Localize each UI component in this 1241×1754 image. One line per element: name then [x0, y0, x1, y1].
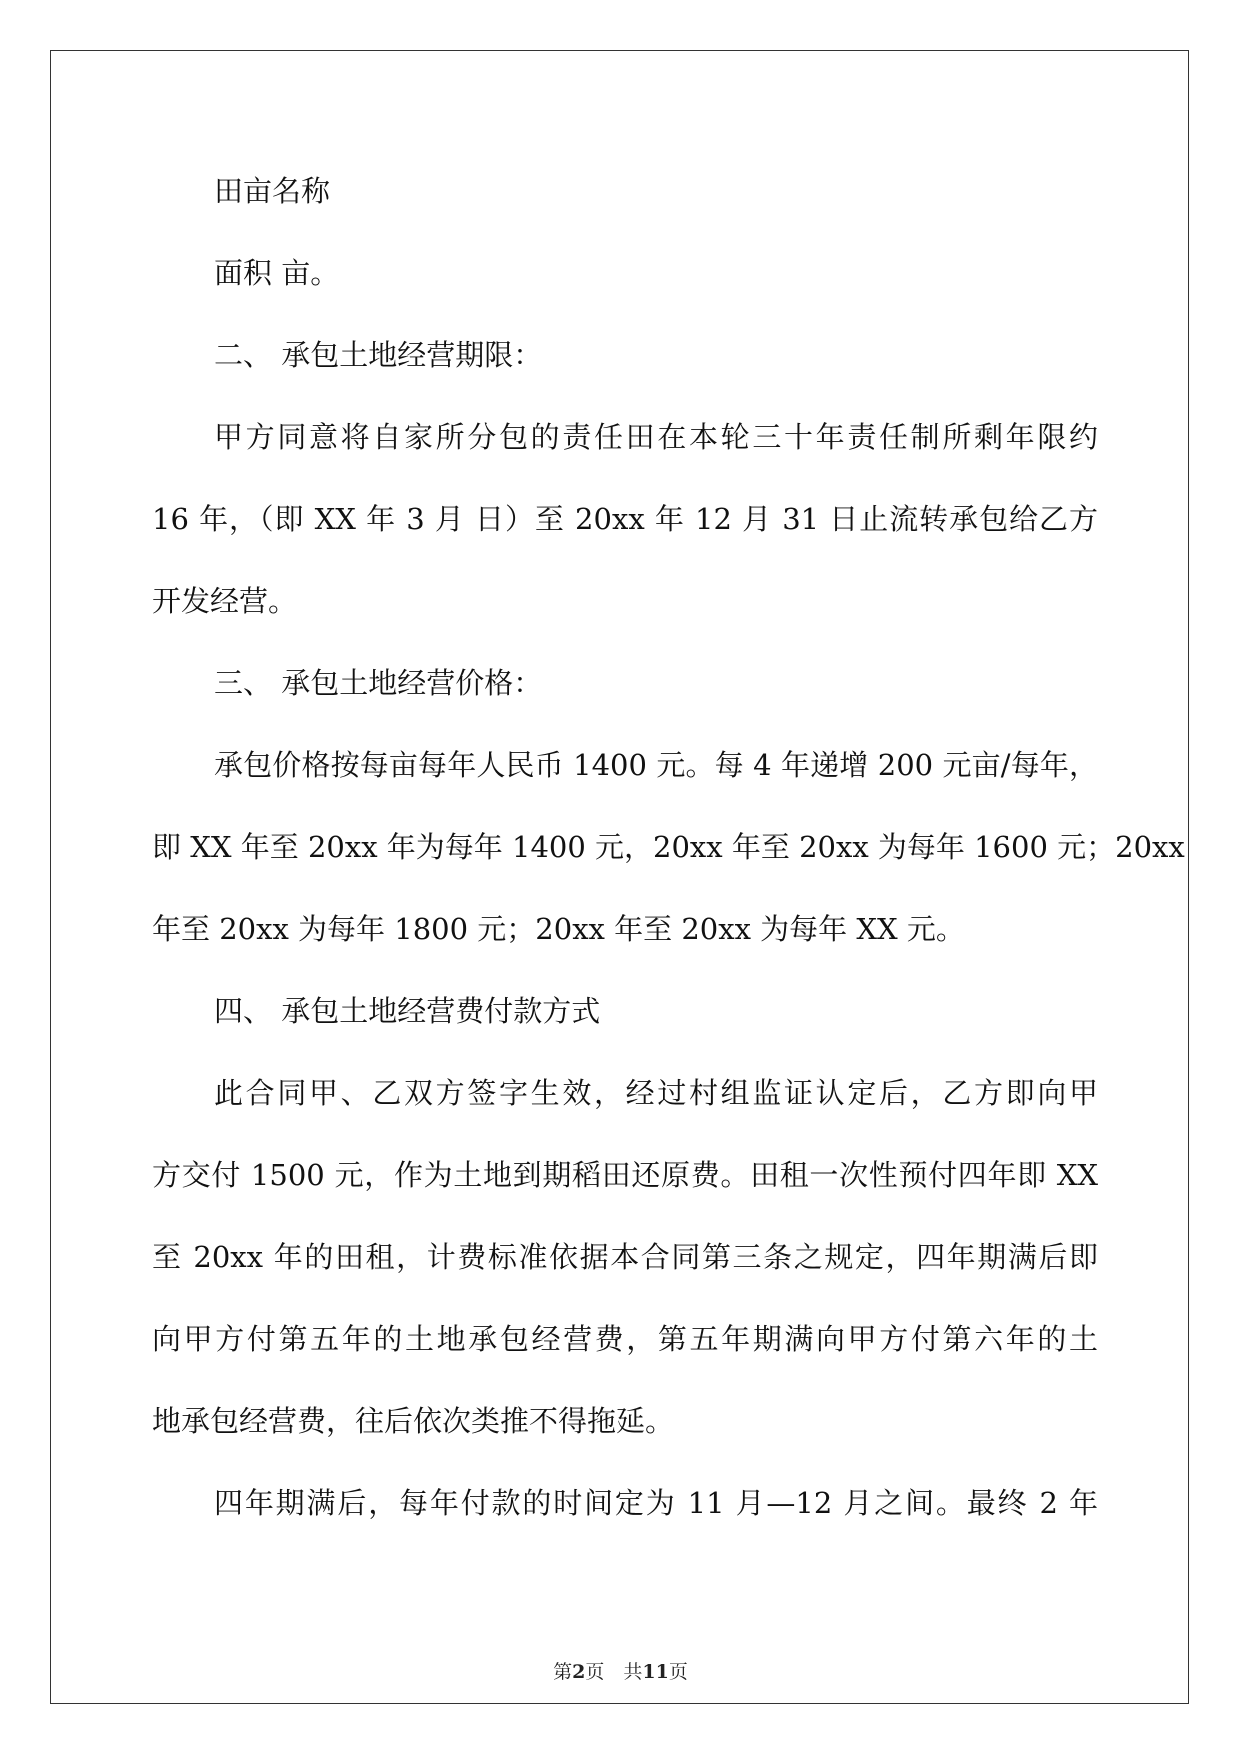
footer-middle: 页 共: [585, 1661, 643, 1683]
paragraph-line: 开发经营。: [152, 584, 298, 618]
section-3-heading: 三、 承包土地经营价格：: [214, 666, 543, 700]
paragraph-line: 此合同甲、乙双方签字生效，经过村组监证认定后，乙方即向甲: [214, 1076, 1098, 1110]
paragraph-line: 即 XX 年至 20xx 年为每年 1400 元，20xx 年至 20xx 为每年 1600 元；20xx: [152, 830, 1185, 864]
area-line: 面积 亩。: [214, 256, 340, 290]
document-body: [152, 150, 1185, 1544]
paragraph-line: 向甲方付第五年的土地承包经营费，第五年期满向甲方付第六年的土: [152, 1322, 1098, 1356]
paragraph-line: 16 年，（即 XX 年 3 月 日）至 20xx 年 12 月 31 日止流转承包给乙方: [152, 502, 1098, 536]
footer-suffix: 页: [668, 1661, 688, 1683]
paragraph-line: 甲方同意将自家所分包的责任田在本轮三十年责任制所剩年限约: [214, 420, 1098, 454]
paragraph-line: 地承包经营费，往后依次类推不得拖延。: [152, 1404, 675, 1438]
section-2-heading: 二、 承包土地经营期限：: [214, 338, 543, 372]
page-footer: [0, 1660, 1241, 1684]
paragraph-line: 承包价格按每亩每年人民币 1400 元。每 4 年递增 200 元亩/每年，: [214, 748, 1098, 782]
field-name-line: 田亩名称: [214, 174, 331, 208]
paragraph-line: 至 20xx 年的田租，计费标准依据本合同第三条之规定，四年期满后即: [152, 1240, 1098, 1274]
footer-prefix: 第: [553, 1661, 573, 1683]
paragraph-line: 方交付 1500 元，作为土地到期稻田还原费。田租一次性预付四年即 XX: [152, 1158, 1098, 1192]
paragraph-line: 年至 20xx 为每年 1800 元；20xx 年至 20xx 为每年 XX 元。: [152, 912, 965, 946]
paragraph-line: 四年期满后，每年付款的时间定为 11 月—12 月之间。最终 2 年: [214, 1486, 1098, 1520]
total-page-count: 11: [642, 1661, 669, 1683]
current-page-number: 2: [572, 1661, 586, 1683]
section-4-heading: 四、 承包土地经营费付款方式: [214, 994, 601, 1028]
